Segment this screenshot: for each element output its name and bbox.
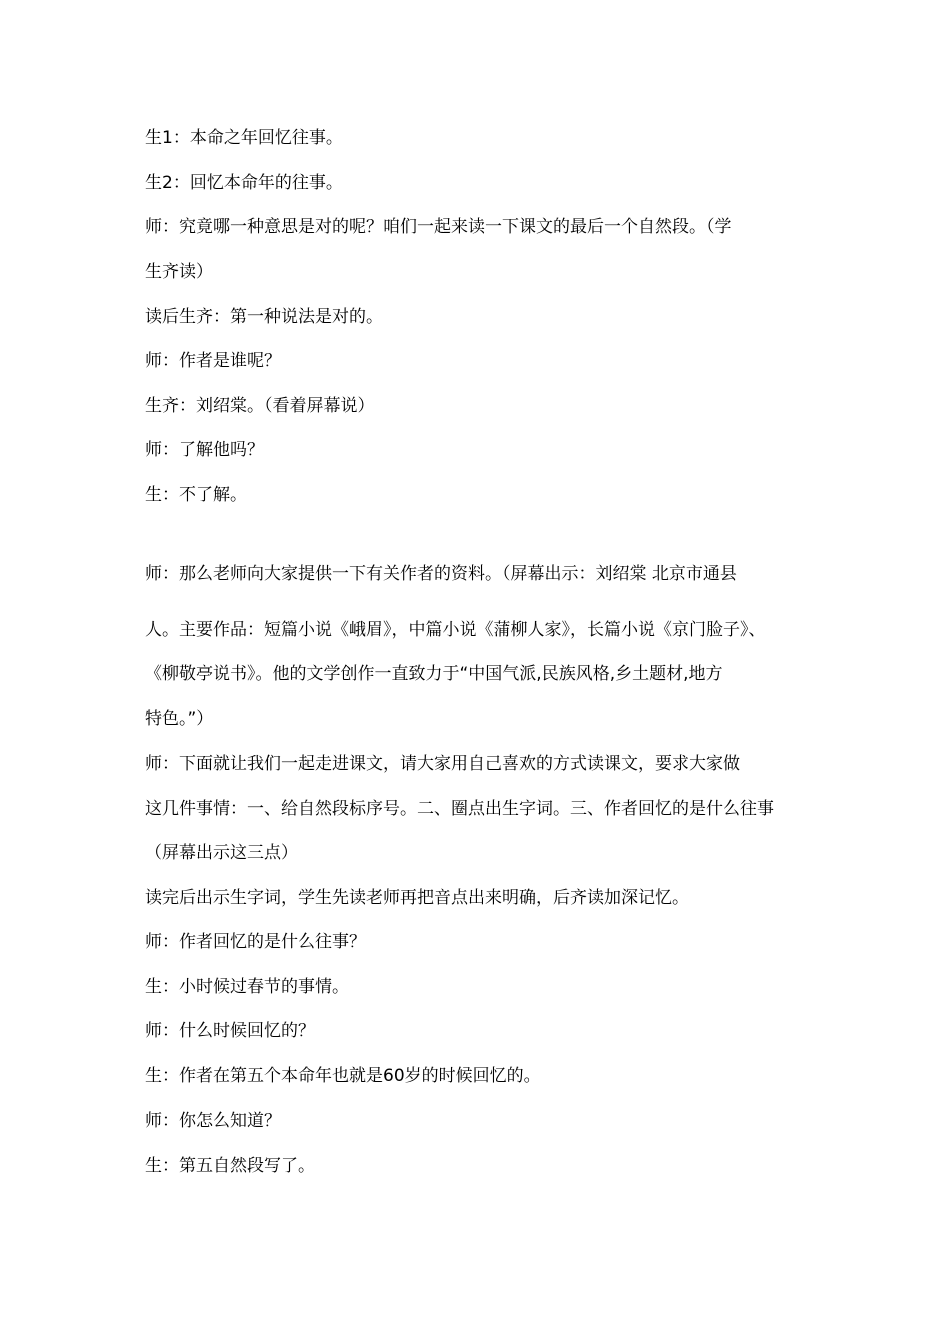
text-line: 师：你怎么知道？ xyxy=(145,1111,281,1131)
text-line: 生齐：刘绍棠。（看着屏幕说） xyxy=(145,396,375,416)
text-line: 这几件事情：一、给自然段标序号。二、圈点出生字词。三、作者回忆的是什么往事 xyxy=(145,799,774,819)
text-line: 读后生齐：第一种说法是对的。 xyxy=(145,307,383,327)
text-line: 生：不了解。 xyxy=(145,485,247,505)
text-line: 师：究竟哪一种意思是对的呢？咱们一起来读一下课文的最后一个自然段。（学 xyxy=(145,217,732,237)
text-line: 特色。”） xyxy=(145,709,214,729)
text-line: 《柳敬亭说书》。他的文学创作一直致力于“中国气派,民族风格,乡土题材,地方 xyxy=(145,664,723,684)
text-line: 生2：回忆本命年的往事。 xyxy=(145,173,343,193)
text-line: 人。主要作品：短篇小说《峨眉》，中篇小说《蒲柳人家》，长篇小说《京门脸子》、 xyxy=(145,620,766,640)
text-line: 生：作者在第五个本命年也就是60岁的时候回忆的。 xyxy=(145,1066,541,1086)
text-line: 生1：本命之年回忆往事。 xyxy=(145,128,343,148)
text-line: 读完后出示生字词，学生先读老师再把音点出来明确，后齐读加深记忆。 xyxy=(145,888,689,908)
text-line: 师：什么时候回忆的？ xyxy=(145,1021,315,1041)
text-line: 师：了解他吗？ xyxy=(145,440,264,460)
text-line: 师：下面就让我们一起走进课文，请大家用自己喜欢的方式读课文，要求大家做 xyxy=(145,754,740,774)
text-line: 师：作者回忆的是什么往事？ xyxy=(145,932,366,952)
text-line: （屏幕出示这三点） xyxy=(145,843,298,863)
text-line: 生齐读） xyxy=(145,262,213,282)
text-line: 生：第五自然段写了。 xyxy=(145,1156,315,1176)
text-line: 师：那么老师向大家提供一下有关作者的资料。（屏幕出示：刘绍棠 北京市通县 xyxy=(145,564,737,584)
text-line: 生：小时候过春节的事情。 xyxy=(145,977,349,997)
text-line: 师：作者是谁呢？ xyxy=(145,351,281,371)
